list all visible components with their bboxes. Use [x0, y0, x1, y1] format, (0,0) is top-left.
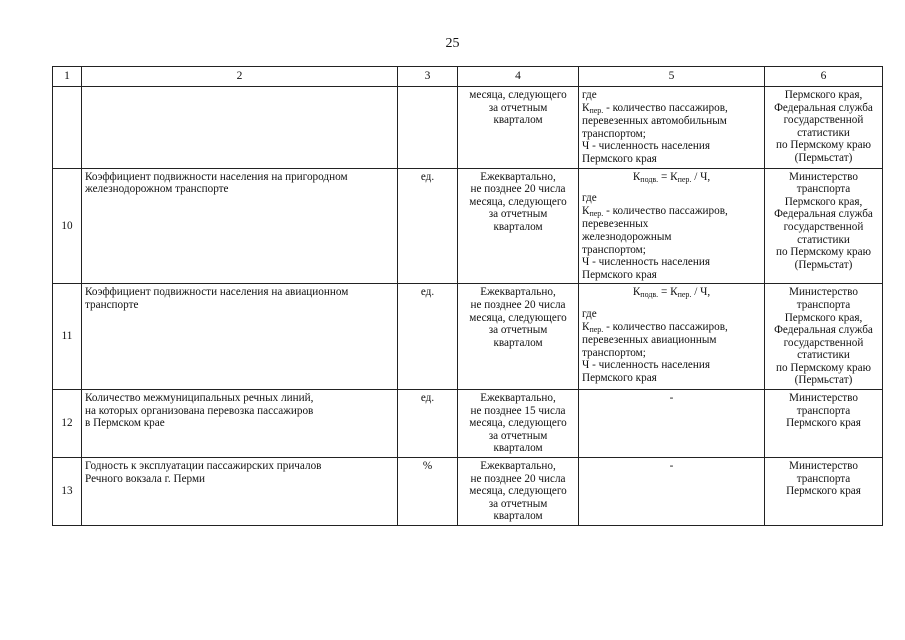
- unit: [398, 87, 458, 169]
- indicator-name-line: Речного вокзала г. Перми: [85, 472, 206, 485]
- indicator-name: [82, 87, 398, 169]
- responsible-source: [765, 284, 883, 390]
- definition-line: Пермского края: [582, 152, 657, 165]
- period-line: не позднее 15 числа: [470, 404, 566, 417]
- formula-equals: =: [658, 286, 671, 299]
- source-line: транспорта: [796, 298, 851, 311]
- period-line: месяца, следующего: [469, 89, 567, 101]
- indicator-name-line: на которых организована перевозка пассажиров: [85, 404, 314, 417]
- formula-subscript: подв.: [640, 174, 659, 184]
- definition-line: Ч - численность населения: [582, 140, 711, 153]
- definition-subscript: пер.: [589, 105, 604, 115]
- column-number-row: [53, 67, 883, 87]
- source-line: (Пермьстат): [794, 258, 853, 271]
- responsible-source: [765, 458, 883, 526]
- unit: ед.: [398, 168, 458, 284]
- indicator-name-line: железнодорожном транспорте: [85, 183, 229, 196]
- source-line: государственной: [783, 114, 864, 127]
- source-line: транспорта: [796, 472, 851, 485]
- period: [458, 87, 579, 169]
- period-line: кварталом: [493, 220, 543, 233]
- source-line: Министерство: [789, 392, 858, 405]
- period-line: Ежеквартально,: [480, 460, 556, 473]
- definition-text: - количество пассажиров,: [603, 204, 728, 217]
- definition-line: перевезенных автомобильным: [582, 115, 727, 128]
- indicator-name: [82, 284, 398, 390]
- definition-line: [582, 205, 761, 219]
- period-line: Ежеквартально,: [480, 392, 556, 405]
- column-number: 6: [765, 67, 883, 87]
- calculation-method: [579, 284, 765, 390]
- indicator-name-line: Количество межмуниципальных речных линий,: [85, 392, 314, 405]
- table-row: [53, 458, 883, 526]
- period-line: кварталом: [493, 510, 543, 523]
- period-line: за отчетным: [488, 208, 548, 221]
- source-line: Федеральная служба: [774, 324, 873, 337]
- definition-line: Пермского края: [582, 371, 657, 384]
- source-line: по Пермскому краю: [776, 139, 871, 152]
- source-line: Пермского края: [786, 485, 861, 498]
- definition-line: Пермского края: [582, 268, 657, 281]
- definition-line: транспортом;: [582, 346, 646, 359]
- definition-line: Ч - численность населения: [582, 256, 711, 269]
- column-number: 1: [53, 67, 82, 87]
- period-line: Ежеквартально,: [480, 286, 556, 299]
- unit: ед.: [398, 284, 458, 390]
- source-line: Федеральная служба: [774, 101, 873, 114]
- column-number: 4: [458, 67, 579, 87]
- definition-subscript: пер.: [589, 208, 604, 218]
- definition-line: транспортом;: [582, 243, 646, 256]
- indicator-name: [82, 390, 398, 458]
- source-line: Пермского края,: [784, 311, 863, 324]
- indicator-name-line: Коэффициент подвижности населения на пригородном: [85, 170, 348, 183]
- source-line: статистики: [797, 349, 850, 362]
- formula-equals: =: [658, 170, 671, 183]
- source-line: по Пермскому краю: [776, 246, 871, 259]
- formula-symbol: К: [632, 286, 641, 299]
- row-number: 13: [53, 458, 82, 526]
- definition-line: перевезенных: [582, 218, 649, 231]
- indicator-name-line: в Пермском крае: [85, 417, 165, 430]
- source-line: Пермского края,: [784, 89, 863, 101]
- definition-line: Ч - численность населения: [582, 359, 711, 372]
- period-line: за отчетным: [488, 497, 548, 510]
- formula-subscript: пер.: [677, 290, 692, 300]
- source-line: Министерство: [789, 460, 858, 473]
- formula-symbol: К: [670, 286, 678, 299]
- indicators-table: [52, 66, 883, 526]
- source-line: Федеральная служба: [774, 208, 873, 221]
- period-line: не позднее 20 числа: [470, 183, 566, 196]
- where-line: где: [582, 89, 597, 101]
- calculation-method: [579, 390, 765, 458]
- calculation-method: [579, 458, 765, 526]
- period: [458, 390, 579, 458]
- period: [458, 284, 579, 390]
- period-line: месяца, следующего: [469, 195, 567, 208]
- row-number: 11: [53, 284, 82, 390]
- definition-text: - количество пассажиров,: [603, 320, 728, 333]
- definition-line: перевезенных авиационным: [582, 334, 717, 347]
- formula-subscript: пер.: [677, 174, 692, 184]
- period-line: кварталом: [493, 336, 543, 349]
- table-row: [53, 390, 883, 458]
- definition-symbol: К: [582, 320, 590, 333]
- period-line: не позднее 20 числа: [470, 472, 566, 485]
- formula-rest: / Ч,: [691, 286, 711, 299]
- indicator-name-line: Коэффициент подвижности населения на авиационном: [85, 286, 349, 299]
- row-number: [53, 87, 82, 169]
- source-line: статистики: [797, 233, 850, 246]
- source-line: транспорта: [796, 404, 851, 417]
- formula-subscript: подв.: [640, 290, 659, 300]
- indicator-name-line: транспорте: [85, 298, 139, 311]
- row-number: 10: [53, 168, 82, 284]
- period-line: кварталом: [493, 442, 543, 455]
- definition-symbol: К: [582, 101, 590, 114]
- unit: ед.: [398, 390, 458, 458]
- source-line: государственной: [783, 220, 864, 233]
- source-line: Пермского края,: [784, 195, 863, 208]
- definition-subscript: пер.: [589, 324, 604, 334]
- source-line: Министерство: [789, 170, 858, 183]
- source-line: транспорта: [796, 183, 851, 196]
- period-line: месяца, следующего: [469, 417, 567, 430]
- formula: [582, 286, 761, 300]
- definition-symbol: К: [582, 204, 590, 217]
- period: [458, 458, 579, 526]
- calculation-method: [579, 87, 765, 169]
- formula-symbol: К: [632, 170, 641, 183]
- row-number: 12: [53, 390, 82, 458]
- table-row: [53, 168, 883, 284]
- definition-line: [582, 321, 761, 335]
- period-line: Ежеквартально,: [480, 170, 556, 183]
- table-row: [53, 87, 883, 169]
- responsible-source: [765, 168, 883, 284]
- period: [458, 168, 579, 284]
- period-line: кварталом: [493, 114, 543, 127]
- source-line: статистики: [797, 126, 850, 139]
- source-line: (Пермьстат): [794, 374, 853, 387]
- column-number: 2: [82, 67, 398, 87]
- definition-line: транспортом;: [582, 127, 646, 140]
- formula: [582, 171, 761, 185]
- dash: -: [669, 460, 674, 473]
- period-line: не позднее 20 числа: [470, 298, 566, 311]
- source-line: государственной: [783, 336, 864, 349]
- period-line: за отчетным: [488, 101, 548, 114]
- column-number: 3: [398, 67, 458, 87]
- responsible-source: [765, 87, 883, 169]
- formula-symbol: К: [670, 170, 678, 183]
- definition-line: железнодорожным: [582, 230, 672, 243]
- period-line: месяца, следующего: [469, 485, 567, 498]
- source-line: (Пермьстат): [794, 151, 853, 164]
- calculation-method: [579, 168, 765, 284]
- responsible-source: [765, 390, 883, 458]
- period-line: за отчетным: [488, 324, 548, 337]
- indicator-name: [82, 458, 398, 526]
- source-line: Министерство: [789, 286, 858, 299]
- period-line: за отчетным: [488, 429, 548, 442]
- definition-text: - количество пассажиров,: [603, 101, 728, 114]
- dash: -: [669, 392, 674, 405]
- source-line: Пермского края: [786, 417, 861, 430]
- where-line: где: [582, 192, 597, 205]
- definition-line: [582, 102, 761, 116]
- formula-rest: / Ч,: [691, 170, 711, 183]
- column-number: 5: [579, 67, 765, 87]
- period-line: месяца, следующего: [469, 311, 567, 324]
- where-line: где: [582, 307, 597, 320]
- indicator-name-line: Годность к эксплуатации пассажирских причалов: [85, 460, 322, 473]
- unit: %: [398, 458, 458, 526]
- indicator-name: [82, 168, 398, 284]
- page-number: 25: [445, 36, 460, 51]
- table-row: [53, 284, 883, 390]
- source-line: по Пермскому краю: [776, 361, 871, 374]
